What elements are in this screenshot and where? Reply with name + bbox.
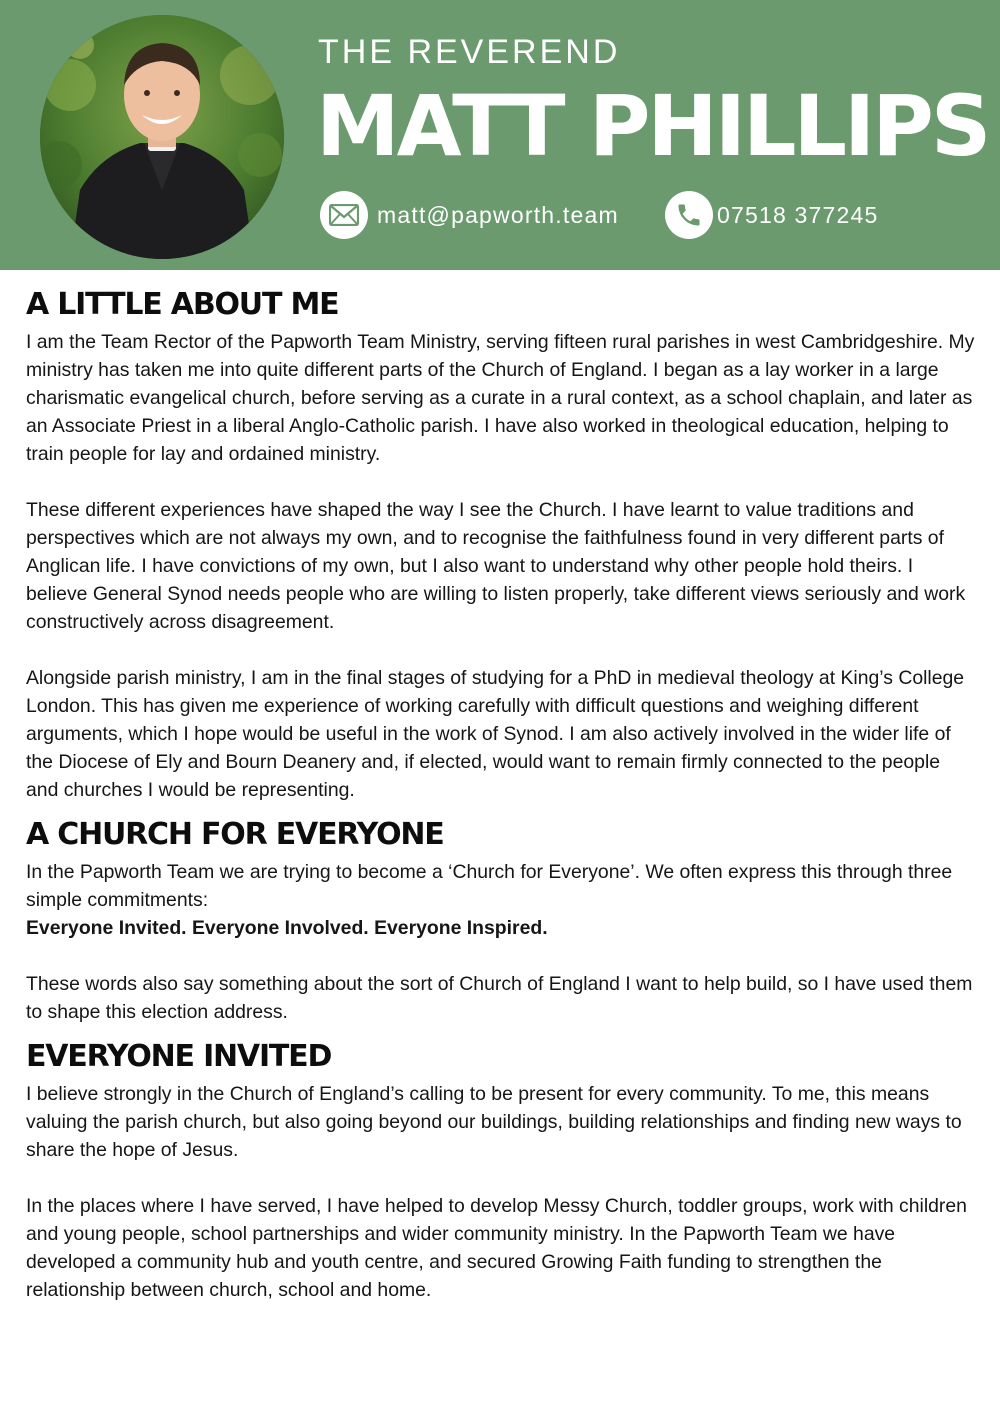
portrait-photo (40, 15, 284, 259)
email-contact[interactable] (320, 190, 619, 240)
section-heading: A LITTLE ABOUT ME (26, 287, 339, 322)
section-about (26, 282, 976, 804)
envelope-icon (320, 191, 368, 239)
paragraph: I am the Team Rector of the Papworth Team Ministry, serving fifteen rural parishes in west Cambridgeshire. My ministry has taken me into quite different parts of the Church of England. I began as a lay worker in a large charismatic evangelical church, before serving as a curate in a rural context, as a school chaplain, and later as an Associate Priest in a liberal Anglo-Catholic parish. I have also worked in theological education, helping to train people for lay and ordained ministry. (26, 331, 975, 465)
section-church-for-everyone (26, 812, 976, 1026)
paragraph: I believe strongly in the Church of England’s calling to be present for every community. To me, this means valuing the parish church, but also going beyond our buildings, building relationships and finding new ways to share the hope of Jesus. (26, 1083, 962, 1161)
section-heading: A CHURCH FOR EVERYONE (26, 817, 444, 852)
paragraph: In the places where I have served, I have helped to develop Messy Church, toddler groups, work with children and young people, school partnerships and wider community ministry. In the Papworth Team we have developed a community hub and youth centre, and secured Growing Faith funding to strengthen the relationship between church, school and home. (26, 1195, 967, 1301)
main-content (26, 282, 976, 1304)
paragraph: These words also say something about the sort of Church of England I want to help build, so I have used them to shape this election address. (26, 973, 973, 1023)
candidate-name: MATT PHILLIPS (316, 77, 989, 175)
title-kicker: THE REVEREND (318, 33, 621, 71)
avatar (40, 15, 284, 259)
section-everyone-invited (26, 1034, 976, 1304)
section-heading: EVERYONE INVITED (26, 1039, 332, 1074)
paragraph: These different experiences have shaped the way I see the Church. I have learnt to value traditions and perspectives which are not always my own, and to recognise the faithfulness found in very different parts of Anglican life. I have convictions of my own, but I also want to understand why other people hold theirs. I believe General Synod needs people who are willing to listen properly, take different views seriously and work constructively across disagreement. (26, 499, 966, 633)
paragraph: Alongside parish ministry, I am in the final stages of studying for a PhD in medieval theology at King’s College London. This has given me experience of working carefully with difficult questions and weighing different arguments, which I hope would be useful in the work of Synod. I am also actively involved in the wider life of the Diocese of Ely and Bourn Deanery and, if elected, would want to remain firmly connected to the people and churches I would be representing. (26, 667, 965, 801)
intro-paragraph: In the Papworth Team we are trying to become a ‘Church for Everyone’. We often express this through three simple commitments: (26, 861, 953, 911)
header-banner (0, 0, 1000, 270)
phone-icon (665, 191, 713, 239)
phone-number[interactable]: 07518 377245 (717, 201, 879, 228)
commitments-line: Everyone Invited. Everyone Involved. Everyone Inspired. (26, 917, 548, 939)
phone-contact[interactable] (665, 190, 879, 240)
email-address[interactable]: matt@papworth.team (377, 201, 619, 228)
